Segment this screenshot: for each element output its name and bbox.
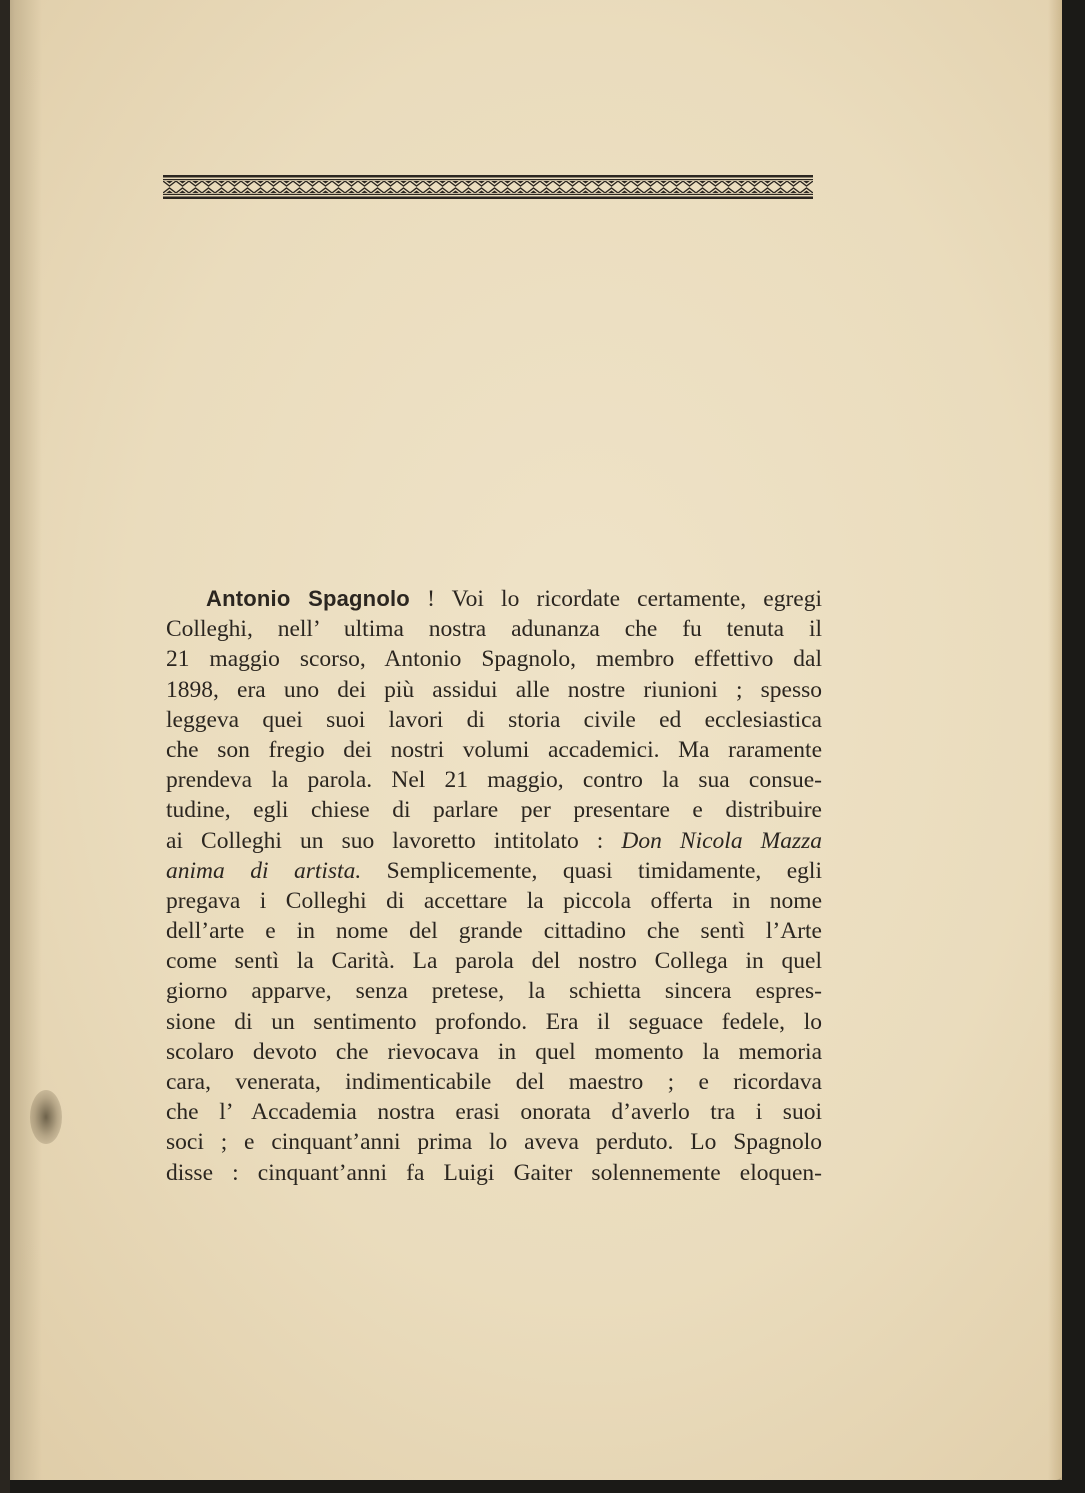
text-line — [166, 826, 822, 856]
text-segment: come sentì la Carità. La parola del nostro Collega in quel — [166, 948, 822, 975]
body-paragraph — [166, 584, 822, 1188]
text-line — [166, 1037, 822, 1067]
text-segment: dell’arte e in nome del grande cittadino che sentì l’Arte — [166, 918, 822, 945]
text-line — [166, 1007, 822, 1037]
text-line — [166, 1158, 822, 1188]
decorative-border-band — [163, 175, 813, 199]
text-segment: soci ; e cinquant’anni prima lo aveva perduto. Lo Spagnolo — [166, 1129, 822, 1156]
text-segment: prendeva la parola. Nel 21 maggio, contro la sua consue- — [166, 767, 822, 794]
text-line — [166, 614, 822, 644]
text-segment: Semplicemente, quasi timidamente, egli — [361, 857, 822, 884]
text-line — [166, 946, 822, 976]
subject-name: Antonio Spagnolo — [206, 586, 410, 611]
text-segment: Colleghi, nell’ ultima nostra adunanza che fu tenuta il — [166, 616, 822, 643]
text-line — [166, 886, 822, 916]
text-line — [166, 1127, 822, 1157]
text-segment: scolaro devoto che rievocava in quel momento la memoria — [166, 1038, 822, 1065]
text-line — [166, 765, 822, 795]
text-line — [166, 795, 822, 825]
text-line — [166, 705, 822, 735]
text-line — [166, 675, 822, 705]
text-segment: tudine, egli chiese di parlare per presentare e distribuire — [166, 797, 822, 824]
ink-stain — [30, 1090, 62, 1144]
text-segment: pregava i Colleghi di accettare la piccola offerta in nome — [166, 887, 822, 914]
page-edge — [1048, 0, 1062, 1480]
title-italic: Don Nicola Mazza — [621, 827, 822, 854]
text-line — [166, 735, 822, 765]
text-line — [166, 856, 822, 886]
text-line — [166, 644, 822, 674]
text-segment: leggeva quei suoi lavori di storia civile ed ecclesiastica — [166, 706, 822, 733]
text-segment: 1898, era uno dei più assidui alle nostre riunioni ; spesso — [166, 676, 822, 703]
text-segment: che son fregio dei nostri volumi accademici. Ma raramente — [166, 736, 822, 763]
text-segment: disse : cinquant’anni fa Luigi Gaiter solennemente eloquen- — [166, 1159, 822, 1186]
text-segment: sione di un sentimento profondo. Era il seguace fedele, lo — [166, 1008, 822, 1035]
text-segment: ai Colleghi un suo lavoretto intitolato : — [166, 827, 622, 854]
text-segment: cara, venerata, indimenticabile del maestro ; e ricordava — [166, 1069, 822, 1095]
text-line — [166, 976, 822, 1006]
text-line — [166, 916, 822, 946]
text-segment: 21 maggio scorso, Antonio Spagnolo, membro effettivo dal — [166, 646, 822, 673]
text-line — [166, 1097, 822, 1127]
text-segment: ! Voi lo ricordate certamente, egregi — [409, 586, 822, 612]
title-italic: anima di artista. — [166, 857, 362, 884]
binding-edge — [0, 0, 10, 1493]
text-line — [166, 1067, 822, 1097]
text-line — [166, 584, 822, 614]
text-segment: giorno apparve, senza pretese, la schietta sincera espres- — [166, 978, 822, 1005]
text-segment: che l’ Accademia nostra erasi onorata d’averlo tra i suoi — [166, 1099, 822, 1126]
